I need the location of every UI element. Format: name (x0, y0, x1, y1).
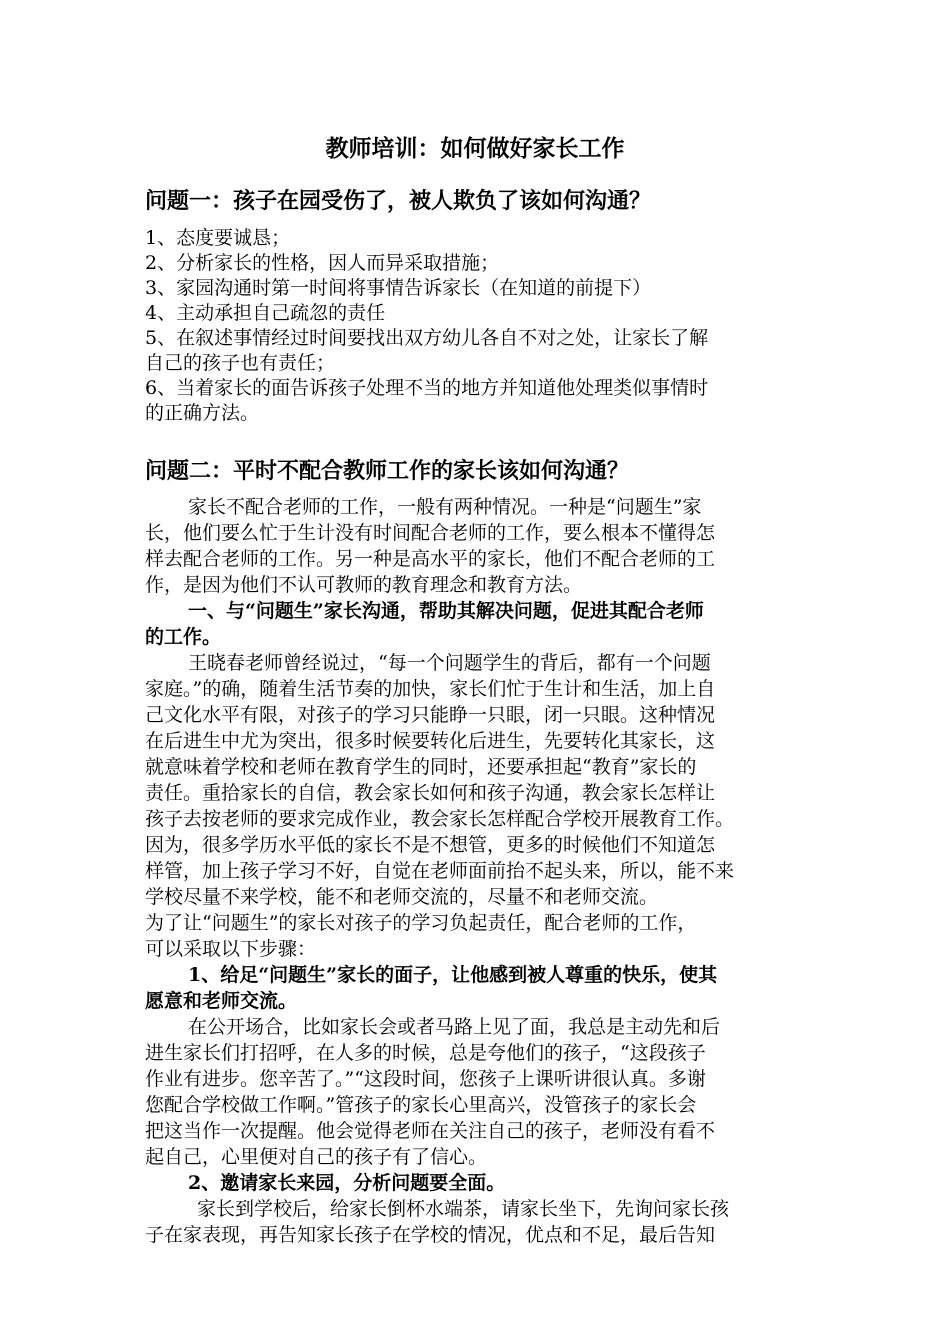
q2-paragraph-line: 在后进生中尤为突出，很多时候要转化后进生，先要转化其家长，这 (145, 730, 716, 752)
q2-paragraph-line: 在公开场合，比如家长会或者马路上见了面，我总是主动先和后 (188, 1016, 721, 1038)
q2-paragraph-line: 您配合学校做工作啊。”管孩子的家长心里高兴，没管孩子的家长会 (145, 1094, 697, 1116)
q2-paragraph-line: 样去配合老师的工作。另一种是高水平的家长，他们不配合老师的工 (145, 548, 716, 570)
q2-paragraph-line: 子在家表现，再告知家长孩子在学校的情况，优点和不足，最后告知 (145, 1224, 716, 1246)
q1-line: 4、主动承担自己疏忽的责任 (145, 302, 386, 324)
q2-paragraph-line: 家长不配合老师的工作，一般有两种情况。一种是“问题生”家 (188, 496, 702, 518)
q2-paragraph-line: 责任。重拾家长的自信，教会家长如何和孩子沟通，教会家长怎样让 (145, 782, 716, 804)
q1-line: 1、态度要诚恳； (145, 227, 291, 249)
q2-paragraph-line: 家长到学校后，给家长倒杯水端茶，请家长坐下，先询问家长孩 (197, 1198, 730, 1220)
q1-line: 5、在叙述事情经过时间要找出双方幼儿各自不对之处，让家长了解 (145, 327, 709, 349)
q1-line: 6、当着家长的面告诉孩子处理不当的地方并知道他处理类似事情时 (145, 377, 709, 399)
q2-paragraph-line: 起自己，心里便对自己的孩子有了信心。 (145, 1146, 488, 1168)
q2-step-heading: 1、给足“问题生”家长的面子，让他感到被人尊重的快乐，使其 (188, 964, 718, 986)
document-title: 教师培训：如何做好家长工作 (325, 135, 625, 162)
q2-paragraph-line: 己文化水平有限，对孩子的学习只能睁一只眼，闭一只眼。这种情况 (145, 704, 716, 726)
q2-paragraph-line: 学校尽量不来学校，能不和老师交流的，尽量不和老师交流。 (145, 886, 659, 908)
q2-paragraph-line: 家庭。”的确，随着生活节奏的加快，家长们忙于生计和生活，加上自 (145, 678, 716, 700)
q2-paragraph-line: 作，是因为他们不认可教师的教育理念和教育方法。 (145, 574, 583, 596)
q2-paragraph-line: 样管，加上孩子学习不好，自觉在老师面前抬不起头来，所以，能不来 (145, 860, 735, 882)
q2-paragraph-line: 王晓春老师曾经说过，“每一个问题学生的背后，都有一个问题 (188, 652, 711, 674)
q2-step-heading: 2、邀请家长来园，分析问题要全面。 (188, 1172, 506, 1194)
q2-paragraph-line: 因为，很多学历水平低的家长不是不想管，更多的时候他们不知道怎 (145, 834, 716, 856)
q2-paragraph-line: 可以采取以下步骤： (145, 938, 317, 960)
q2-paragraph-line: 孩子去按老师的要求完成作业，教会家长怎样配合学校开展教育工作。 (145, 808, 735, 830)
q2-section-heading: 一、与“问题生”家长沟通，帮助其解决问题，促进其配合老师 (188, 600, 704, 622)
q1-line: 自己的孩子也有责任； (145, 352, 336, 374)
q1-line: 的正确方法。 (145, 402, 260, 424)
q2-paragraph-line: 长，他们要么忙于生计没有时间配合老师的工作，要么根本不懂得怎 (145, 522, 716, 544)
q1-line: 2、分析家长的性格，因人而异采取措施； (145, 252, 500, 274)
q2-paragraph-line: 就意味着学校和老师在教育学生的同时，还要承担起“教育”家长的 (145, 756, 697, 778)
q1-line: 3、家园沟通时第一时间将事情告诉家长（在知道的前提下） (145, 277, 652, 299)
q2-paragraph-line: 进生家长们打招呼，在人多的时候，总是夸他们的孩子，“这段孩子 (145, 1042, 706, 1064)
q2-section-heading: 的工作。 (145, 626, 222, 648)
question-two-heading: 问题二：平时不配合教师工作的家长该如何沟通？ (145, 458, 630, 484)
q2-paragraph-line: 作业有进步。您辛苦了。”“这段时间，您孩子上课听讲很认真。多谢 (145, 1068, 706, 1090)
q2-paragraph-line: 把这当作一次提醒。他会觉得老师在关注自己的孩子，老师没有看不 (145, 1120, 716, 1142)
question-one-heading: 问题一：孩子在园受伤了，被人欺负了该如何沟通？ (145, 188, 652, 214)
q2-step-heading: 愿意和老师交流。 (145, 990, 298, 1012)
q2-paragraph-line: 为了让“问题生”的家长对孩子的学习负起责任，配合老师的工作， (145, 912, 697, 934)
